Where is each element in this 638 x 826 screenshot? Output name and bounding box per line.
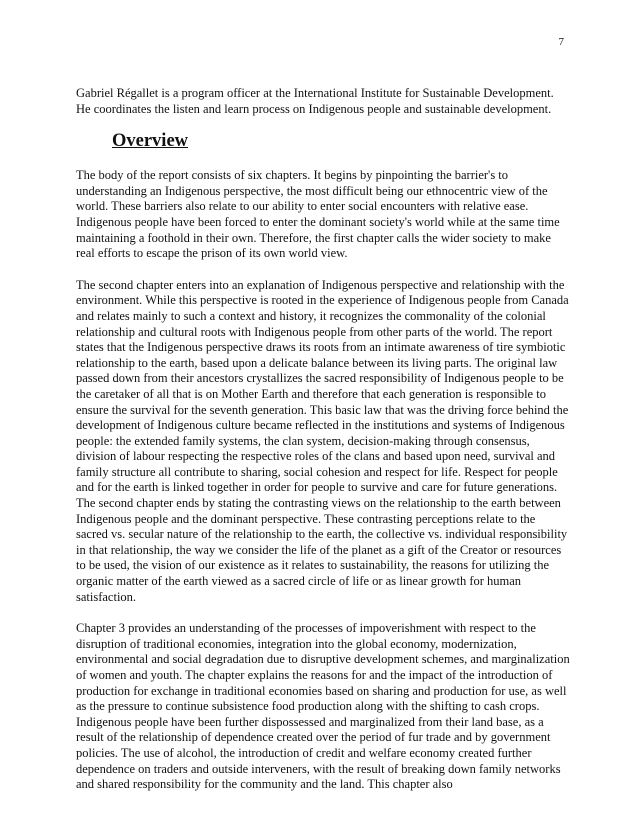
page-content [76, 86, 570, 809]
paragraph-chapter-2: The second chapter enters into an explanation of Indigenous perspective and relationship with the environment. While this perspective is rooted in the experience of Indigenous people from Canada and relates mainly to such a context and history, it recognizes the commonality of the colonial relationship and cultural roots with Indigenous people from other parts of the world. The report states that the Indigenous perspective draws its roots from an intimate awareness of tire symbiotic relationship to the earth, based upon a delicate balance between its living parts. The original law passed down from their ancestors crystallizes the sacred responsibility of Indigenous people to be the caretaker of all that is on Mother Earth and therefore that each generation is responsible to ensure the survival for the seventh generation. This basic law that was the driving force behind the development of Indigenous culture became reflected in the institutions and systems of Indigenous people: the extended family systems, the clan system, decision-making through consensus, division of labour respecting the respective roles of the clans and based upon need, survival and family structure all contribute to sharing, social cohesion and respect for life. Respect for people and for the earth is linked together in order for people to survive and care for future generations. The second chapter ends by stating the contrasting views on the relationship to the earth between Indigenous people and the dominant perspective. These contrasting perceptions relate to the sacred vs. secular nature of the relationship to the earth, the collective vs. individual responsibility in that relationship, the way we consider the life of the planet as a gift of the Creator or resources to be used, the vision of our existence as it relates to sustainability, the reasons for utilizing the organic matter of the earth viewed as a sacred circle of life or as linear growth for human satisfaction. [76, 277, 569, 604]
page-number: 7 [558, 36, 564, 48]
author-bio: Gabriel Régallet is a program officer at the International Institute for Sustainable Development. He coordinates the listen and learn process on Indigenous people and sustainable development. [76, 86, 554, 116]
paragraph-chapter-1: The body of the report consists of six chapters. It begins by pinpointing the barrier's to understanding an Indigenous perspective, the most difficult being our ethnocentric view of the world. These barriers also relate to our ability to enter social encounters with relative ease. Indigenous people have been forced to enter the dominant society's world while at the same time maintaining a foothold in their own. Therefore, the first chapter calls the wider society to make real efforts to escape the prison of its own world view. [76, 168, 560, 261]
paragraph-chapter-3: Chapter 3 provides an understanding of the processes of impoverishment with respect to the disruption of traditional economies, integration into the global economy, modernization, environmental and social degradation due to disruptive development schemes, and marginalization of women and youth. The chapter explains the reasons for and the impact of the introduction of production for exchange in traditional economies based on sharing and production for use, as well as the pressure to continue subsistence food production along with the shifting to cash crops. Indigenous people have been further dispossessed and marginalized from their land base, as a result of the relationship of dependence created over the period of fur trade and by government policies. The use of alcohol, the introduction of credit and welfare economy created further dependence on traders and outside interveners, with the result of breaking down family networks and shared responsibility for the community and the land. This chapter also [76, 621, 570, 792]
section-heading: Overview [112, 131, 189, 152]
